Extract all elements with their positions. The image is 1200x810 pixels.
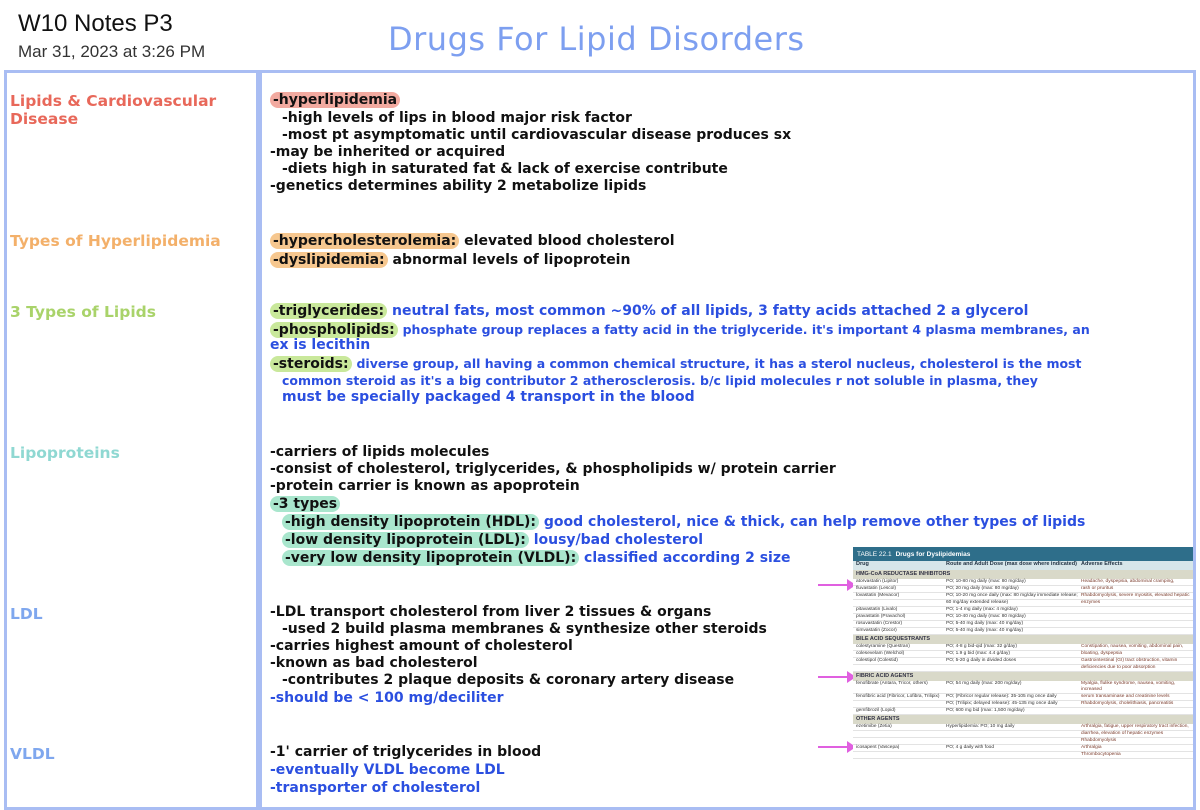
definition: elevated blood cholesterol <box>464 233 675 249</box>
table-cell: ezetimibe (Zetia) <box>856 724 892 729</box>
note-line: -contributes 2 plaque deposits & coronary artery disease <box>282 672 735 688</box>
table-row <box>853 665 1193 672</box>
definition: phosphate group replaces a fatty acid in the triglyceride. it's important 4 plasma membranes, an <box>402 322 1090 337</box>
table-row <box>853 701 1193 708</box>
note-date: Mar 31, 2023 at 3:26 PM <box>18 42 206 61</box>
table-cell <box>853 665 946 671</box>
three-types-label: -3 types <box>270 496 340 512</box>
table-row <box>853 658 1193 665</box>
table-row <box>853 651 1193 658</box>
term-phospholipids: -phospholipids: <box>270 322 398 338</box>
note-line: -may be inherited or acquired <box>270 144 506 160</box>
table-section-header: OTHER AGENTS <box>853 715 1193 724</box>
table-cell: Constipation, nausea, vomiting, abdominal pain, <box>1081 644 1184 649</box>
definition: good cholesterol, nice & thick, can help remove other types of lipids <box>543 514 1086 530</box>
note-line <box>270 496 340 513</box>
table-cell: pitavastatin (Livalo) <box>856 607 898 612</box>
table-section-header: FIBRIC ACID AGENTS <box>853 672 1193 681</box>
note-line: -carries highest amount of cholesterol <box>270 638 573 654</box>
table-row <box>853 745 1193 752</box>
term-hyperlipidemia: -hyperlipidemia <box>270 92 400 108</box>
note-line: -transporter of cholesterol <box>270 780 481 796</box>
table-cell: serum transaminase and creatinine levels <box>1081 694 1170 699</box>
table-title: Drugs for Dyslipidemias <box>895 550 971 558</box>
table-cell: PO; 4 g daily with food <box>946 745 994 750</box>
table-cell: Gastrointestinal (GI) tract obstruction, vitamin <box>1081 658 1178 663</box>
term-dyslipidemia: -dyslipidemia: <box>270 252 388 268</box>
table-cell: PO; 10-80 mg daily (max: 80 mg/day) <box>946 579 1026 584</box>
table-row <box>853 600 1193 607</box>
table-title-bar <box>853 547 1193 561</box>
table-cell: colesevelam (Welchol) <box>856 651 905 656</box>
table-row <box>853 579 1193 586</box>
table-section-header: HMG-CoA REDUCTASE INHIBITORS <box>853 570 1193 579</box>
table-cell: gemfibrozil (Lopid) <box>856 708 896 713</box>
term-hypercholesterolemia: -hypercholesterolemia: <box>270 233 459 249</box>
definition: lousy/bad cholesterol <box>533 532 704 548</box>
table-cell <box>946 731 1081 737</box>
note-line: -eventually VLDL become LDL <box>270 762 505 778</box>
table-row <box>853 724 1193 731</box>
table-cell: simvastatin (Zocor) <box>856 628 897 633</box>
table-row <box>853 621 1193 628</box>
table-row <box>853 752 1193 759</box>
note-title: W10 Notes P3 <box>18 10 173 37</box>
table-cell: lovastatin (Mevacor) <box>856 593 900 598</box>
table-cell: PO; (Fibricor regular release): 35-105 mg once daily <box>946 694 1057 699</box>
table-row <box>853 614 1193 621</box>
note-line <box>270 92 400 109</box>
table-cell: colestipol (Colestid) <box>856 658 898 663</box>
note-line: ex is lecithin <box>270 337 371 353</box>
note-line: -used 2 build plasma membranes & synthesize other steroids <box>282 621 767 637</box>
table-cell <box>853 738 946 744</box>
definition: neutral fats, most common ~90% of all lipids, 3 fatty acids attached 2 a glycerol <box>391 303 1029 319</box>
term-ldl: -low density lipoprotein (LDL): <box>282 532 529 548</box>
table-cell <box>1081 621 1191 627</box>
table-cell: PO; 20 mg daily (max: 80 mg/day) <box>946 586 1019 591</box>
table-cell: PO; 54 mg daily (max: 200 mg/day) <box>946 681 1022 686</box>
cue-ldl: LDL <box>10 605 43 623</box>
note-line: -carriers of lipids molecules <box>270 444 490 460</box>
table-cell: rash or pruritus <box>1081 586 1114 591</box>
table-cell: PO; 5-40 mg daily (max: 40 mg/day) <box>946 628 1024 633</box>
table-cell <box>1081 708 1191 714</box>
table-row <box>853 593 1193 600</box>
term-vldl: -very low density lipoprotein (VLDL): <box>282 550 579 566</box>
table-cell: enzymes <box>1081 600 1101 605</box>
table-cell <box>946 752 1081 758</box>
table-row <box>853 586 1193 593</box>
note-line: -should be < 100 mg/deciliter <box>270 690 504 706</box>
table-cell: PO; (Trilipix; delayed release): 45-135 mg once daily <box>946 701 1058 706</box>
table-cell: Arthralgia, fatigue, upper respiratory tract infection, <box>1081 724 1189 729</box>
table-cell: Rhabdomyolysis, cholelithiasis, pancreatitis <box>1081 701 1174 706</box>
table-label: TABLE 22.1 <box>857 550 892 558</box>
note-line: must be specially packaged 4 transport in the blood <box>282 389 695 405</box>
note-line: -known as bad cholesterol <box>270 655 478 671</box>
table-cell <box>1081 607 1191 613</box>
table-cell <box>1081 628 1191 634</box>
pink-arrow-icon <box>818 584 854 586</box>
table-row <box>853 644 1193 651</box>
table-cell: PO; 1-4 mg daily (max: 4 mg/day) <box>946 607 1018 612</box>
note-line <box>270 303 1028 320</box>
cue-vldl: VLDL <box>10 745 55 763</box>
note-line <box>270 321 1090 339</box>
table-body <box>853 570 1193 759</box>
note-line: -high levels of lips in blood major risk factor <box>282 110 632 126</box>
table-cell <box>853 701 946 707</box>
term-triglycerides: -triglycerides: <box>270 303 387 319</box>
table-row <box>853 607 1193 614</box>
note-line <box>270 514 1085 531</box>
table-cell: deficiencies due to poor absorption <box>1081 665 1156 670</box>
table-cell: Thrombocytopenia <box>1081 752 1121 757</box>
table-row <box>853 738 1193 745</box>
table-row <box>853 731 1193 738</box>
table-cell: icosapent (Vascepa) <box>856 745 900 750</box>
cue-lipids: Lipids & Cardiovascular Disease <box>10 92 217 128</box>
table-cell: Arthralgia <box>1081 745 1102 750</box>
note-line <box>270 233 675 250</box>
table-cell: Rhabdomyolysis, severe myositis, elevated hepatic <box>1081 593 1190 598</box>
table-cell <box>946 665 1081 671</box>
cue-types-hyperlipidemia: Types of Hyperlipidemia <box>10 232 221 250</box>
term-steroids: -steroids: <box>270 356 352 372</box>
table-cell <box>946 738 1081 744</box>
table-cell: PO; 4-8 g bid-qid (max: 32 g/day) <box>946 644 1017 649</box>
note-line: -genetics determines ability 2 metabolize lipids <box>270 178 647 194</box>
note-line <box>270 252 630 269</box>
cue-lipoproteins: Lipoproteins <box>10 444 120 462</box>
table-cell: Rhabdomyolysis <box>1081 738 1117 743</box>
table-cell: PO; 10-40 mg daily (max: 80 mg/day) <box>946 614 1026 619</box>
cue-three-types-lipids: 3 Types of Lipids <box>10 303 156 321</box>
table-cell: diarrhea, elevation of hepatic enzymes <box>1081 731 1164 736</box>
note-line: -protein carrier is known as apoprotein <box>270 478 580 494</box>
table-cell: pravastatin (Pravachol) <box>856 614 906 619</box>
table-cell: 60 mg/day extended release) <box>946 600 1009 605</box>
table-cell: PO; 10-20 mg once daily (max: 80 mg/day immediate release; <box>946 593 1078 598</box>
note-line: -LDL transport cholesterol from liver 2 tissues & organs <box>270 604 712 620</box>
drug-table <box>853 547 1193 805</box>
column-header: Route and Adult Dose (max dose where indicated) <box>946 561 1077 567</box>
table-cell <box>853 600 946 606</box>
table-cell: bloating, dyspepsia <box>1081 651 1123 656</box>
table-cell: Myalgia, flulike syndrome, nausea, vomiting, increased <box>1081 681 1176 692</box>
note-line: -consist of cholesterol, triglycerides, & phospholipids w/ protein carrier <box>270 461 836 477</box>
table-section-header: BILE ACID SEQUESTRANTS <box>853 635 1193 644</box>
pink-arrow-icon <box>818 746 854 748</box>
table-cell <box>853 731 946 737</box>
definition: abnormal levels of lipoprotein <box>392 252 631 268</box>
table-row <box>853 708 1193 715</box>
table-cell: fenofibric acid (Fibricor, Lofibra, Trilipix) <box>856 694 940 699</box>
table-cell: PO; 5-20 g daily in divided doses <box>946 658 1017 663</box>
pink-arrow-icon <box>818 676 854 678</box>
table-cell: Hyperlipidemia: PO; 10 mg daily <box>946 724 1015 729</box>
cue-column-divider <box>256 70 262 810</box>
note-line: -most pt asymptomatic until cardiovascular disease produces sx <box>282 127 792 143</box>
table-header-row <box>853 561 1193 570</box>
table-cell: colestyramine (Questran) <box>856 644 910 649</box>
table-cell: PO; 1.9 g bid (max: 4.4 g/day) <box>946 651 1010 656</box>
column-header: Drug <box>856 561 869 567</box>
note-line <box>270 550 790 567</box>
term-hdl: -high density lipoprotein (HDL): <box>282 514 539 530</box>
table-cell: atorvastatin (Lipitor) <box>856 579 899 584</box>
note-line: -diets high in saturated fat & lack of exercise contribute <box>282 161 728 177</box>
note-line <box>270 532 703 549</box>
table-cell: PO; 5-40 mg daily (max: 40 mg/day) <box>946 621 1024 626</box>
table-row <box>853 694 1193 701</box>
note-line: common steroid as it's a big contributor 2 atherosclerosis. b/c lipid molecules r not soluble in plasma, they <box>282 373 1038 388</box>
note-line <box>270 355 1081 373</box>
column-header: Adverse Effects <box>1081 561 1123 567</box>
note-line: -1' carrier of triglycerides in blood <box>270 744 542 760</box>
table-cell <box>1081 614 1191 620</box>
table-row <box>853 628 1193 635</box>
table-cell: rosuvastatin (Crestor) <box>856 621 903 626</box>
table-cell: fluvastatin (Lescol) <box>856 586 896 591</box>
definition: classified according 2 size <box>584 550 791 566</box>
table-row <box>853 681 1193 694</box>
table-cell <box>853 752 946 758</box>
table-cell: fenofibrate (Antara, Tricor, others) <box>856 681 928 686</box>
table-cell: Headache, dyspepsia, abdominal cramping, <box>1081 579 1175 584</box>
table-cell: PO; 600 mg bid (max: 1,500 mg/day) <box>946 708 1025 713</box>
definition: diverse group, all having a common chemical structure, it has a sterol nucleus, cholesterol is the most <box>356 356 1082 371</box>
page-heading: Drugs For Lipid Disorders <box>388 20 805 58</box>
